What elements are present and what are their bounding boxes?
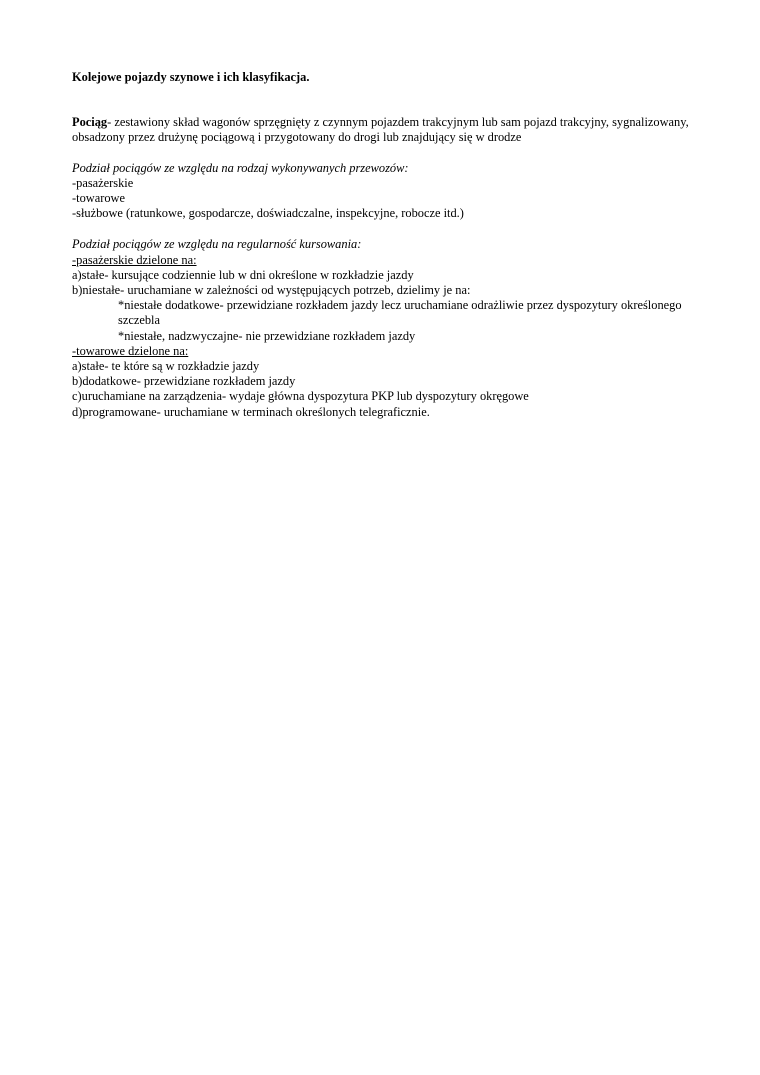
definition-text: - zestawiony skład wagonów sprzęgnięty z czynnym pojazdem trakcyjnym lub sam pojazd trakcyjny, sygnalizowany, obsadzony przez drużynę pociągową i przygotowany do drogi lub znajdujący się w drodze xyxy=(72,115,689,145)
list-item: -służbowe (ratunkowe, gospodarcze, doświadczalne, inspekcyjne, robocze itd.) xyxy=(72,206,464,221)
list-item: -pasażerskie xyxy=(72,175,134,190)
list-item: b)niestałe- uruchamiane w zależności od występujących potrzeb, dzielimy je na: xyxy=(72,283,471,298)
section2-heading: Podział pociągów ze względu na regularność kursowania: xyxy=(72,237,362,252)
definition-term: Pociąg xyxy=(72,115,108,130)
freight-subheading: -towarowe dzielone na: xyxy=(72,343,189,358)
list-item: -towarowe xyxy=(72,191,125,206)
list-item: d)programowane- uruchamiane w terminach określonych telegraficznie. xyxy=(72,404,430,419)
spacer xyxy=(72,85,692,115)
list-item: a)stałe- kursujące codziennie lub w dni określone w rozkładzie jazdy xyxy=(72,267,414,282)
definition-paragraph xyxy=(72,115,692,145)
section1-heading: Podział pociągów ze względu na rodzaj wykonywanych przewozów: xyxy=(72,160,409,175)
document-page xyxy=(72,70,692,420)
sub-list-item: *niestałe, nadzwyczajne- nie przewidziane rozkładem jazdy xyxy=(118,328,416,343)
sub-list-item: *niestałe dodatkowe- przewidziane rozkładem jazdy lecz uruchamiane odrażliwie przez dyspozytury określonego szczebla xyxy=(118,298,682,328)
passenger-subheading: -pasażerskie dzielone na: xyxy=(72,252,197,267)
document-title: Kolejowe pojazdy szynowe i ich klasyfikacja. xyxy=(72,70,310,84)
list-item: c)uruchamiane na zarządzenia- wydaje główna dyspozytura PKP lub dyspozytury okręgowe xyxy=(72,389,529,404)
list-item: b)dodatkowe- przewidziane rozkładem jazdy xyxy=(72,374,296,389)
list-item: a)stałe- te które są w rozkładzie jazdy xyxy=(72,359,260,374)
spacer xyxy=(72,221,692,237)
spacer xyxy=(72,146,692,161)
